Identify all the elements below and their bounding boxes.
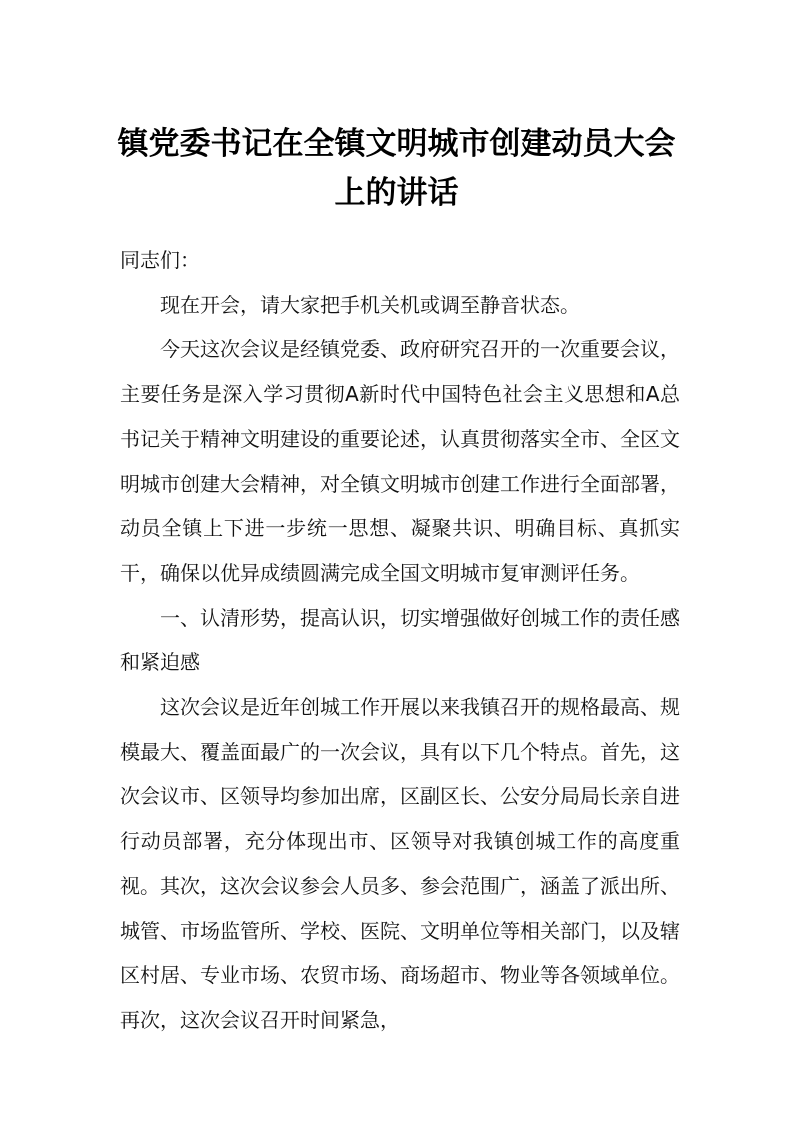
document-title-line1: 镇党委书记在全镇文明城市创建动员大会 [117,126,676,162]
paragraph-2: 今天这次会议是经镇党委、政府研究召开的一次重要会议，主要任务是深入学习贯彻A新时代中国特色社会主义思想和A总书记关于精神文明建设的重要论述，认真贯彻落实全市、全区文明城市创建大会精神，对全镇文明城市创建工作进行全面部署，动员全镇上下进一步统一思想、凝聚共识、明确目标、真抓实干，确保以优异成绩圆满完成全国文明城市复审测评任务。 [120,337,680,585]
section-heading-1: 一、认清形势，提高认识，切实增强做好创城工作的责任感和紧迫感 [120,605,680,675]
paragraph-1: 现在开会，请大家把手机关机或调至静音状态。 [160,292,580,317]
paragraph-3: 这次会议是近年创城工作开展以来我镇召开的规格最高、规模最大、覆盖面最广的一次会议，具有以下几个特点。首先，这次会议市、区领导均参加出席，区副区长、公安分局局长亲自进行动员部署，充分体现出市、区领导对我镇创城工作的高度重视。其次，这次会议参会人员多、参会范围广，涵盖了派出所、城管、市场监管所、学校、医院、文明单位等相关部门，以及辖区村居、专业市场、农贸市场、商场超市、物业等各领域单位。再次，这次会议召开时间紧急， [120,695,680,1032]
document-body [120,238,680,1043]
document-title-line2: 上的讲话 [334,175,459,211]
salutation: 同志们： [120,248,200,272]
